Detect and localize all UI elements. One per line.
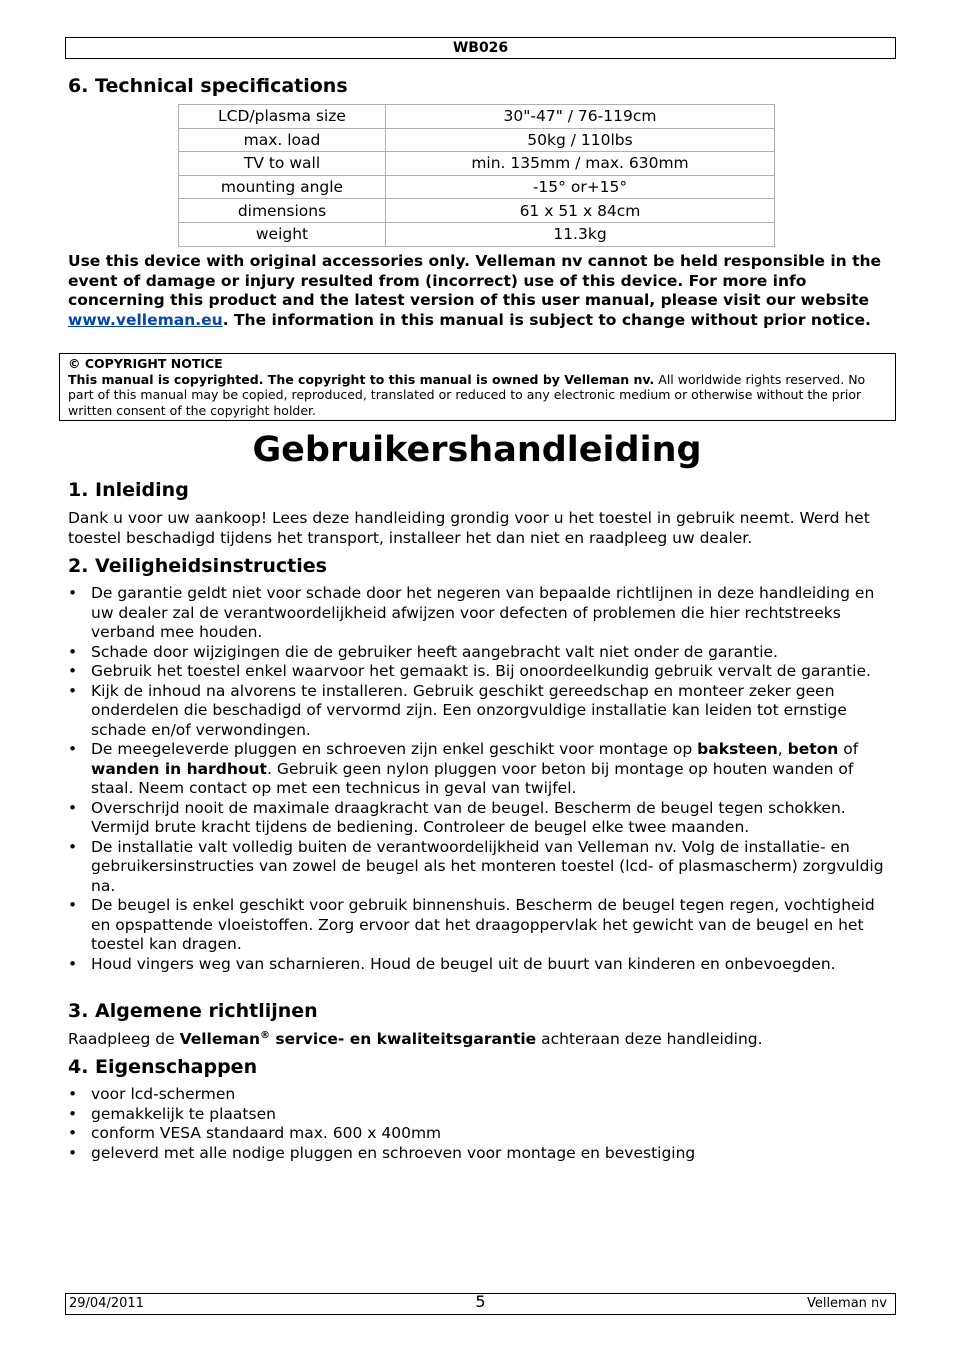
list-item-text: Overschrijd nooit de maximale draagkracht van de beugel. Bescherm de beugel tegen schokken. Vermijd brute kracht tijdens de bediening. Controleer de beugel elke twee maanden. — [91, 798, 846, 836]
text-run: . Gebruik geen nylon pluggen voor beton bij montage op houten wanden of staal. Neem contact op met een technicus in geval van twijfel. — [91, 759, 854, 797]
bullet-icon: • — [68, 584, 78, 602]
inleiding-text: Dank u voor uw aankoop! Lees deze handleiding grondig voor u het toestel in gebruik neemt. Werd het toestel beschadigd tijdens het transport, installeer het dan niet en raadpleeg uw dealer. — [68, 509, 870, 547]
spec-value: -15° or+15° — [386, 175, 775, 199]
table-row — [179, 199, 775, 223]
list-item — [68, 896, 888, 955]
disclaimer-text-end: . The information in this manual is subject to change without prior notice. — [222, 310, 871, 329]
copyright-body — [68, 372, 887, 419]
copyright-bold-text: This manual is copyrighted. The copyright to this manual is owned by Velleman nv. — [68, 371, 655, 387]
spec-value: 11.3kg — [386, 222, 775, 246]
brand-name: Velleman — [179, 1030, 261, 1048]
bullet-icon: • — [68, 1085, 78, 1103]
disclaimer — [68, 252, 888, 330]
list-item — [68, 799, 888, 838]
text-run: , — [777, 740, 788, 758]
copyright-text-2: No part of this manual may be copied, reproduced, translated or reduced to any electronic medium or otherwise without the prior written consent of the copyright holder. — [68, 371, 866, 418]
table-row — [179, 105, 775, 129]
spec-key: dimensions — [179, 199, 386, 223]
footer-date: 29/04/2011 — [69, 1296, 144, 1311]
spec-value: min. 135mm / max. 630mm — [386, 152, 775, 176]
website-link[interactable]: www.velleman.eu — [68, 310, 223, 329]
table-row — [179, 222, 775, 246]
page-header — [65, 37, 896, 59]
spec-key: LCD/plasma size — [179, 105, 386, 129]
text-run-bold: service- en kwaliteitsgarantie — [270, 1030, 537, 1048]
text-run: Raadpleeg de — [68, 1030, 180, 1048]
table-row — [179, 175, 775, 199]
spec-value: 61 x 51 x 84cm — [386, 199, 775, 223]
spec-key: TV to wall — [179, 152, 386, 176]
veiligheid-list — [68, 584, 888, 974]
spec-value: 50kg / 110lbs — [386, 128, 775, 152]
richtlijnen-text — [68, 1030, 888, 1050]
bullet-icon: • — [68, 1104, 78, 1123]
text-run-bold: baksteen — [697, 740, 778, 758]
list-item-text: conform VESA standaard max. 600 x 400mm — [91, 1124, 442, 1142]
list-item — [68, 838, 888, 897]
list-item-text: De beugel is enkel geschikt voor gebruik binnenshuis. Bescherm de beugel tegen regen, vochtigheid en opspattende vloeistoffen. Zorg ervoor dat het draagoppervlak het gewicht van de beugel en het toestel kan dragen. — [91, 896, 875, 953]
disclaimer-text: Use this device with original accessories only. Velleman nv cannot be held responsible in the event of damage or injury resulted from (incorrect) use of this device. For more info concerning this product and the latest version of this user manual, please visit our website — [68, 252, 882, 309]
text-run: of — [838, 740, 859, 758]
table-row — [179, 152, 775, 176]
list-item-text — [91, 740, 858, 797]
bullet-icon: • — [68, 1124, 78, 1142]
list-item — [68, 662, 888, 682]
list-item-text: Schade door wijzigingen die de gebruiker heeft aangebracht valt niet onder de garantie. — [91, 642, 778, 661]
bullet-icon: • — [68, 798, 78, 817]
list-item-text: Gebruik het toestel enkel waarvoor het gemaakt is. Bij onoordeelkundig gebruik vervalt de garantie. — [91, 662, 871, 680]
copyright-title: © COPYRIGHT NOTICE — [68, 356, 223, 371]
list-item — [68, 1085, 888, 1105]
list-item-text: geleverd met alle nodige pluggen en schroeven voor montage en bevestiging — [91, 1143, 696, 1162]
table-row — [179, 128, 775, 152]
page-number: 5 — [475, 1292, 486, 1311]
bullet-icon: • — [68, 662, 78, 680]
bullet-icon: • — [68, 837, 78, 856]
text-run: achteraan deze handleiding. — [536, 1030, 763, 1048]
list-item-text: voor lcd-schermen — [91, 1085, 236, 1103]
bullet-icon: • — [68, 740, 78, 758]
copyright-text: All worldwide rights reserved. — [654, 371, 845, 387]
veiligheid-heading: 2. Veiligheidsinstructies — [68, 555, 327, 577]
list-item — [68, 955, 888, 975]
text-run-bold: wanden in hardhout — [91, 759, 267, 778]
spec-heading: 6. Technical specifications — [68, 75, 348, 97]
richtlijnen-heading: 3. Algemene richtlijnen — [68, 1000, 318, 1022]
bullet-icon: • — [68, 681, 78, 700]
spec-key: max. load — [179, 128, 386, 152]
list-item-text: Houd vingers weg van scharnieren. Houd de beugel uit de buurt van kinderen en onbevoegden. — [91, 954, 836, 973]
page-title: Gebruikershandleiding — [252, 430, 702, 470]
eigenschappen-list — [68, 1085, 888, 1163]
bullet-icon: • — [68, 954, 78, 973]
model-code: WB026 — [452, 40, 509, 56]
list-item — [68, 584, 888, 643]
footer-company: Velleman nv — [806, 1296, 887, 1311]
spec-value: 30"-47" / 76-119cm — [386, 105, 775, 129]
list-item — [68, 740, 888, 799]
list-item — [68, 1105, 888, 1125]
list-item — [68, 1144, 888, 1164]
spec-key: weight — [179, 222, 386, 246]
list-item — [68, 643, 888, 663]
spec-table — [178, 104, 775, 247]
bullet-icon: • — [68, 1143, 78, 1162]
inleiding-heading: 1. Inleiding — [68, 479, 189, 501]
copyright-notice — [59, 353, 896, 421]
list-item — [68, 1124, 888, 1144]
text-run: De meegeleverde pluggen en schroeven zijn enkel geschikt voor montage op — [91, 740, 698, 758]
page-footer — [65, 1293, 896, 1315]
eigenschappen-heading: 4. Eigenschappen — [68, 1056, 258, 1078]
bullet-icon: • — [68, 642, 78, 661]
spec-key: mounting angle — [179, 175, 386, 199]
list-item-text: De installatie valt volledig buiten de verantwoordelijkheid van Velleman nv. Volg de installatie- en gebruikersinstructies van zowel de beugel als het monteren toestel (lcd- of plasmascherm) zorgvuldig na. — [91, 837, 884, 895]
registered-mark: ® — [260, 1029, 271, 1041]
bullet-icon: • — [68, 896, 78, 914]
list-item — [68, 682, 888, 741]
list-item-text: De garantie geldt niet voor schade door het negeren van bepaalde richtlijnen in deze handleiding en uw dealer zal de verantwoordelijkheid afwijzen voor defecten of problemen die hier rechtstreeks verband mee houden. — [91, 584, 875, 641]
list-item-text: gemakkelijk te plaatsen — [91, 1104, 276, 1123]
text-run-bold: beton — [787, 740, 839, 758]
list-item-text: Kijk de inhoud na alvorens te installeren. Gebruik geschikt gereedschap en monteer zeker geen onderdelen die beschadigd of vervormd zijn. Een onzorgvuldige installatie kan leiden tot ernstige schade en/of verwondingen. — [91, 681, 847, 739]
